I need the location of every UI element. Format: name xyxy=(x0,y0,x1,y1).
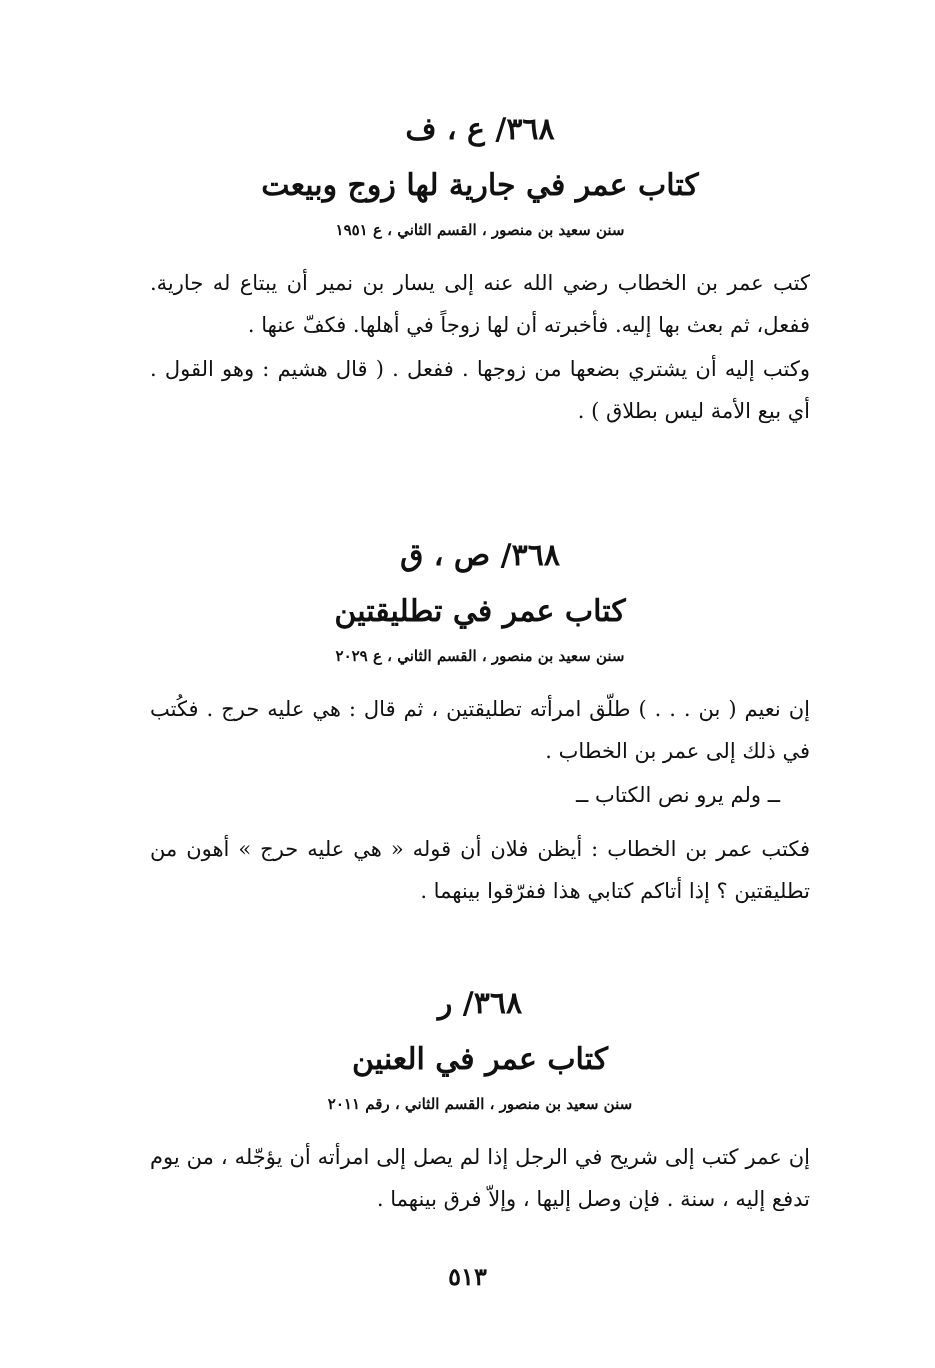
source-citation: سنن سعيد بن منصور ، القسم الثاني ، ع ٢٠٢٩ xyxy=(335,647,625,665)
section-1 xyxy=(150,112,810,432)
source-citation: سنن سعيد بن منصور ، القسم الثاني ، ع ١٩٥١ xyxy=(335,221,625,239)
section-title: كتاب عمر في جارية لها زوج وبيعت xyxy=(261,168,699,203)
paragraph: إن نعيم ( بن . . . ) طلّق امرأته تطليقتين ، ثم قال : هي عليه حرج . فكُتب في ذلك إلى عمر بن الخطاب . xyxy=(150,697,810,763)
section-number: ٣٦٨/ ص ، ق xyxy=(400,538,560,573)
source-citation: سنن سعيد بن منصور ، القسم الثاني ، رقم ٢٠١١ xyxy=(327,1095,633,1113)
section-body xyxy=(150,688,810,912)
section-body xyxy=(150,262,810,432)
paragraph: كتب عمر بن الخطاب رضي الله عنه إلى يسار بن نمير أن يبتاع له جارية. ففعل، ثم بعث بها إليه. فأخبرته أن لها زوجاً في أهلها. فكفّ عنها . xyxy=(150,271,810,337)
paragraph: إن عمر كتب إلى شريح في الرجل إذا لم يصل إلى امرأته أن يؤجّله ، من يوم تدفع إليه ، سنة . فإن وصل إليها ، وإلاّ فرق بينهما . xyxy=(150,1145,810,1211)
section-2 xyxy=(150,538,810,912)
note-paragraph: ــ ولم يرو نص الكتاب ــ xyxy=(576,783,780,807)
section-body xyxy=(150,1136,810,1220)
section-3 xyxy=(150,986,810,1220)
page-number: ٥١٣ xyxy=(448,1262,487,1291)
paragraph: وكتب إليه أن يشتري بضعها من زوجها . ففعل . ( قال هشيم : وهو القول . أي بيع الأمة ليس بطلاق ) . xyxy=(150,357,810,423)
section-number: ٣٦٨/ ع ، ف xyxy=(405,112,555,147)
paragraph: فكتب عمر بن الخطاب : أيظن فلان أن قوله « هي عليه حرج » أهون من تطليقتين ؟ إذا أتاكم كتابي هذا ففرّقوا بينهما . xyxy=(150,837,810,903)
section-number: ٣٦٨/ ر xyxy=(437,986,523,1021)
section-title: كتاب عمر في العنين xyxy=(351,1042,609,1077)
section-title: كتاب عمر في تطليقتين xyxy=(334,594,626,629)
